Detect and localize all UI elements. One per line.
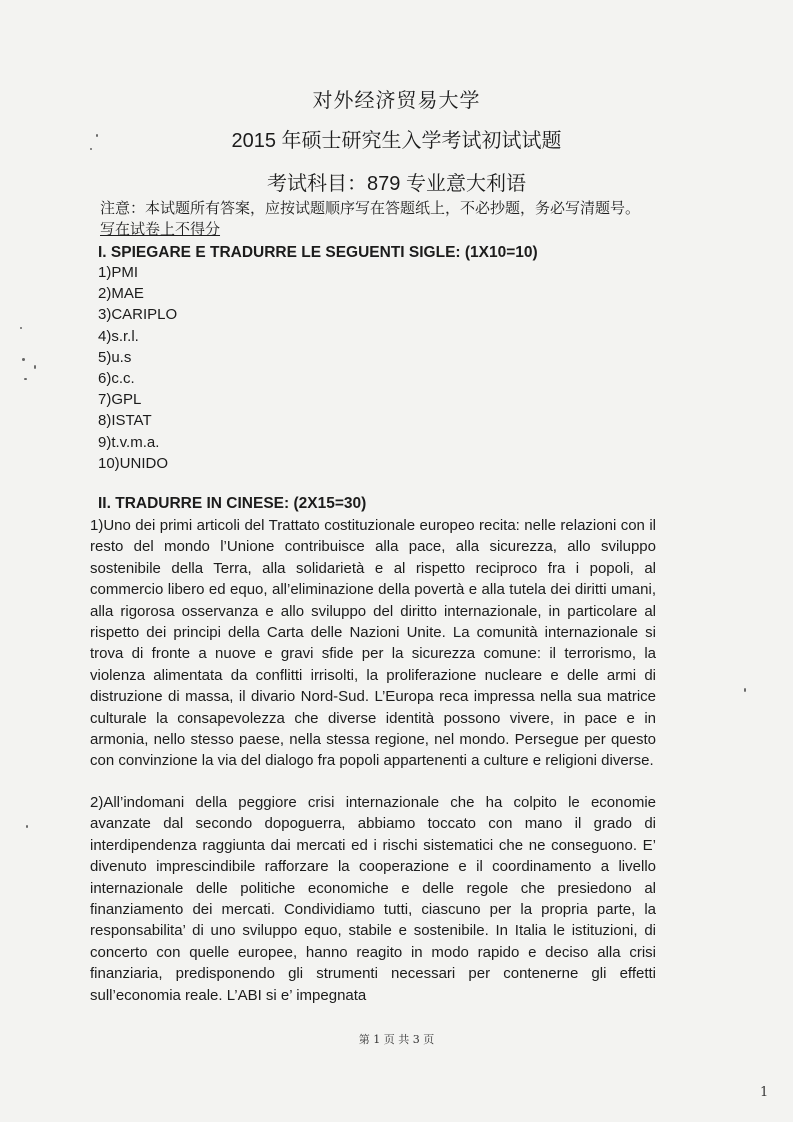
notice-underlined: 写在试卷上不得分 (100, 221, 221, 238)
list-item: 3)CARIPLO (98, 306, 178, 324)
scan-speck (34, 365, 36, 369)
list-item: 6)c.c. (98, 370, 135, 388)
scan-speck (90, 148, 92, 150)
list-item: 5)u.s (98, 348, 132, 366)
list-item: 8)ISTAT (98, 412, 152, 430)
list-item: 2)MAE (98, 285, 144, 303)
list-item: 7)GPL (98, 391, 142, 409)
scan-speck (744, 688, 746, 692)
scan-speck (24, 378, 27, 380)
translation-paragraph-1: 1)Uno dei primi articoli del Trattato costituzionale europeo recita: nelle relazioni con il resto del mondo l’Unione contribuisce alla pace, alla sicurezza, allo sviluppo sostenibile della Terra, alla solidarietà e al rispetto reciproco fra i popoli, al commercio libero ed equo, all’eliminazione della povertà e alla tutela dei diritti umani, alla rigorosa osservanza e allo sviluppo del diritto internazionale, in particolare al rispetto dei principi della Carta delle Nazioni Unite. La comunità internazionale si trova di fronte a nuove e gravi sfide per la sicurezza comune: il terrorismo, la violenza alimentata da conflitti irrisolti, la proliferazione nucleare e delle armi di distruzione di massa, il divario Nord-Sud. L’Europa reca impressa nella sua matrice culturale la consapevolezza che diverse identità possono vivere, in pace e in armonia, nello stesso paese, nella stessa regione, nel mondo. Persegue per questo con convinzione la via del dialogo fra popoli appartenenti a culture e religioni diverse. (90, 517, 656, 770)
list-item: 1)PMI (98, 264, 139, 281)
exam-title: 2015 年硕士研究生入学考试初试试题 (231, 130, 562, 152)
section-1-title: I. SPIEGARE E TRADURRE LE SEGUENTI SIGLE: (1X10=10) (98, 244, 538, 261)
exam-notice (100, 198, 670, 240)
list-item: 10)UNIDO (98, 454, 169, 472)
exam-subject: 考试科目：879 专业意大利语 (267, 173, 526, 195)
notice-text: 注意：本试题所有答案，应按试题顺序写在答题纸上，不必抄题，务必写清题号。 (100, 200, 641, 217)
acronym-list (98, 262, 177, 474)
list-item: 4)s.r.l. (98, 327, 139, 345)
scan-speck (20, 327, 22, 329)
scan-speck (96, 134, 98, 137)
page-footer: 第 1 页 共 3 页 (358, 1033, 435, 1046)
corner-page-number: 1 (760, 1085, 769, 1100)
scan-speck (26, 825, 28, 828)
section-2-title: II. TRADURRE IN CINESE: (2X15=30) (98, 495, 367, 512)
school-name: 对外经济贸易大学 (312, 90, 481, 112)
list-item: 9)t.v.m.a. (98, 433, 160, 451)
scan-speck (22, 358, 25, 361)
translation-paragraph-2: 2)All’indomani della peggiore crisi internazionale che ha colpito le economie avanzate dal secondo dopoguerra, abbiamo toccato con mano il grado di interdipendenza raggiunta dai mercati ed i rischi sistematici che ne conseguono. E’ divenuto imprescindibile rafforzare la cooperazione e il coordinamento a livello internazionale delle politiche economiche e delle regole che presiedono al finanziamento dei mercati. Condividiamo tutti, ciascuno per la propria parte, la responsabilita’ di uno sviluppo equo, stabile e sostenibile. In Italia le istituzioni, di concerto con quelle europee, hanno reagito in modo rapido e deciso alla crisi finanziaria, predisponendo gli strumenti necessari per contenerne gli effetti sull’economia reale. L’ABI si e’ impegnata (90, 794, 656, 1004)
